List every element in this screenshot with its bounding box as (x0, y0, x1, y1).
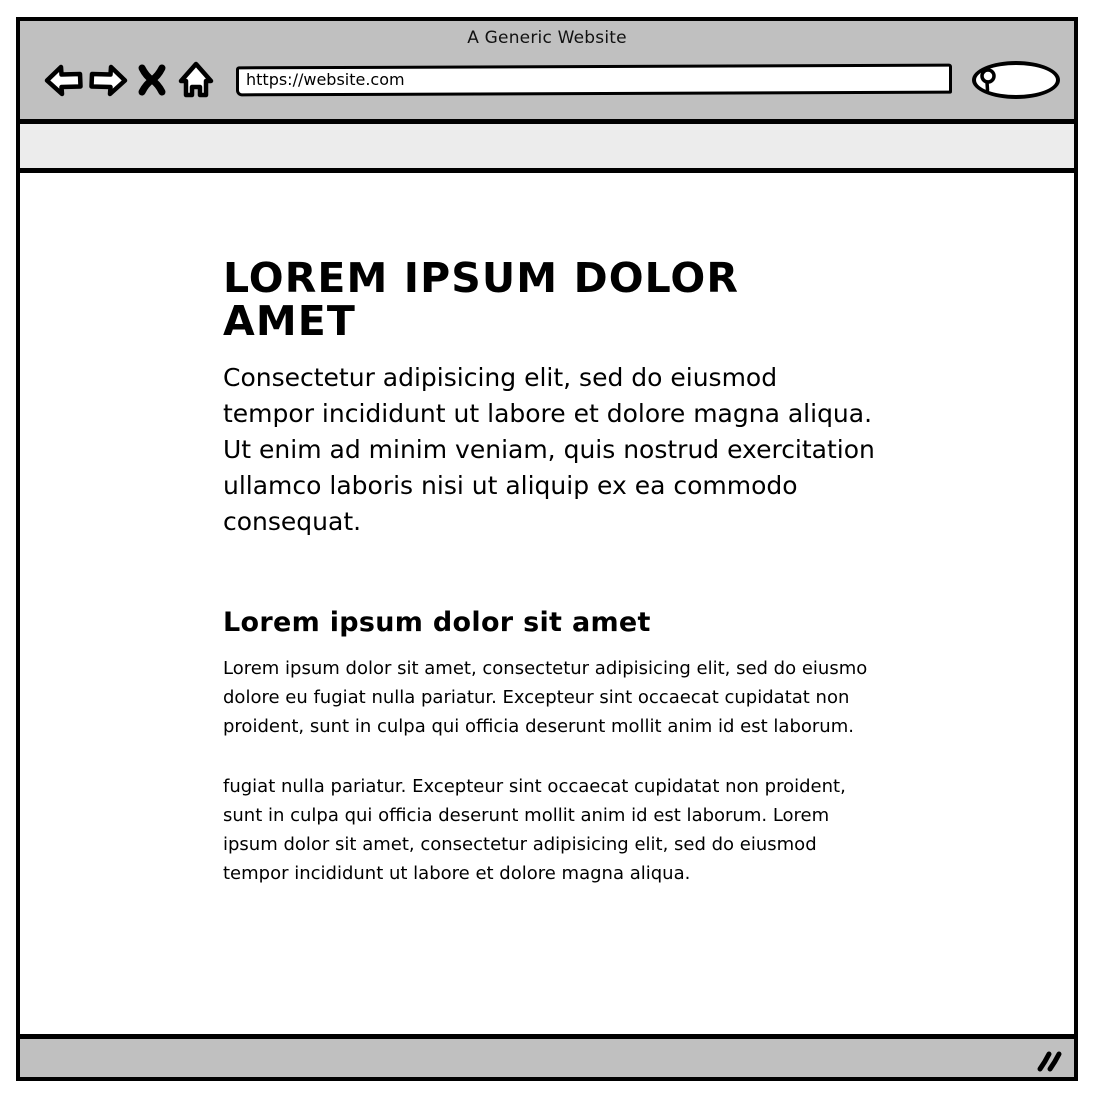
section-title: Lorem ipsum dolor sit amet (223, 606, 651, 638)
search-icon (979, 68, 1001, 92)
browser-window (16, 17, 1078, 1081)
body-paragraph: fugiat nulla pariatur. Excepteur sint occaecat cupidatat non proident, sunt in culpa qui officia deserunt mollit anim id est laborum. Lorem ipsum dolor sit amet, consectetur adipisicing elit, sed do eiusmod tempor incididunt ut labore et dolore magna aliqua. (223, 775, 846, 884)
status-bar (20, 1034, 1074, 1077)
page-title: LOREM IPSUM DOLOR AMET (223, 254, 740, 346)
home-button[interactable] (174, 58, 218, 102)
arrow-right-icon (88, 63, 128, 97)
resize-grip-icon[interactable] (1036, 1050, 1064, 1074)
bookmarks-bar[interactable] (20, 124, 1074, 173)
stop-button[interactable] (130, 58, 174, 102)
content-column (223, 254, 875, 888)
close-x-icon (137, 64, 167, 96)
url-input[interactable]: https://website.com (246, 70, 405, 89)
back-button[interactable] (42, 58, 86, 102)
page-content-area (20, 173, 1074, 1034)
window-title: A Generic Website (467, 28, 627, 48)
forward-button[interactable] (86, 58, 130, 102)
search-input[interactable] (972, 61, 1060, 99)
body-paragraph: Lorem ipsum dolor sit amet, consectetur adipisicing elit, sed do eiusmo dolore eu fugiat nulla pariatur. Excepteur sint occaecat cupidatat non proident, sunt in culpa qui officia deserunt mollit anim id est laborum. (223, 657, 868, 737)
hero-lead-paragraph: Consectetur adipisicing elit, sed do eiusmod tempor incididunt ut labore et dolore magna aliqua. Ut enim ad minim veniam, quis nostrud exercitation ullamco laboris nisi ut aliquip ex ea commodo consequat. (223, 362, 875, 536)
browser-toolbar (20, 49, 1074, 111)
arrow-left-icon (44, 63, 84, 97)
url-bar[interactable] (236, 65, 952, 95)
home-icon (178, 61, 214, 99)
browser-chrome (20, 21, 1074, 124)
